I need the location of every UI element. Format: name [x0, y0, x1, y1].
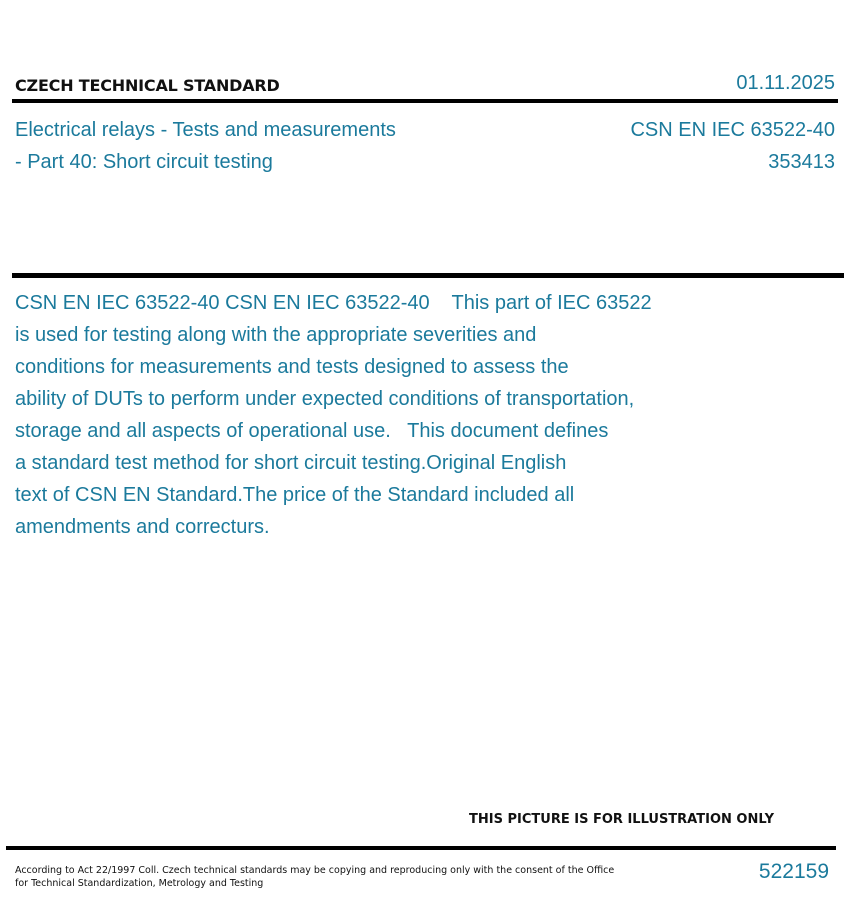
abstract-line: CSN EN IEC 63522-40 CSN EN IEC 63522-40 This part of IEC 63522 — [15, 292, 652, 314]
abstract-line: storage and all aspects of operational use. This document defines — [15, 420, 609, 442]
abstract-line: conditions for measurements and tests designed to assess the — [15, 356, 569, 378]
top-divider — [12, 99, 838, 103]
abstract-line: a standard test method for short circuit testing.Original English — [15, 452, 567, 474]
standard-title-line: - Part 40: Short circuit testing — [15, 151, 273, 173]
abstract-line: is used for testing along with the appropriate severities and — [15, 324, 537, 346]
standard-designation: CSN EN IEC 63522-40 — [630, 119, 835, 141]
standard-title — [15, 114, 495, 178]
bottom-divider — [6, 846, 836, 850]
abstract-text — [15, 287, 715, 543]
abstract-line: text of CSN EN Standard.The price of the Standard included all — [15, 484, 575, 506]
legal-notice — [15, 864, 615, 890]
abstract-line: amendments and correcturs. — [15, 516, 270, 538]
illustration-notice: THIS PICTURE IS FOR ILLUSTRATION ONLY — [469, 812, 774, 827]
product-code: 522159 — [758, 860, 829, 883]
abstract-line: ability of DUTs to perform under expected conditions of transportation, — [15, 388, 635, 410]
standard-identifiers — [630, 114, 835, 178]
document-type-label: CZECH TECHNICAL STANDARD — [15, 76, 280, 95]
standard-title-line: Electrical relays - Tests and measurements — [15, 119, 396, 141]
legal-notice-line: According to Act 22/1997 Coll. Czech technical standards may be copying and reproducing only with the consent of the Office — [15, 865, 615, 876]
publication-date: 01.11.2025 — [736, 72, 835, 94]
legal-notice-line: for Technical Standardization, Metrology and Testing — [15, 878, 264, 889]
class-number: 353413 — [768, 151, 835, 173]
middle-divider — [12, 273, 844, 278]
